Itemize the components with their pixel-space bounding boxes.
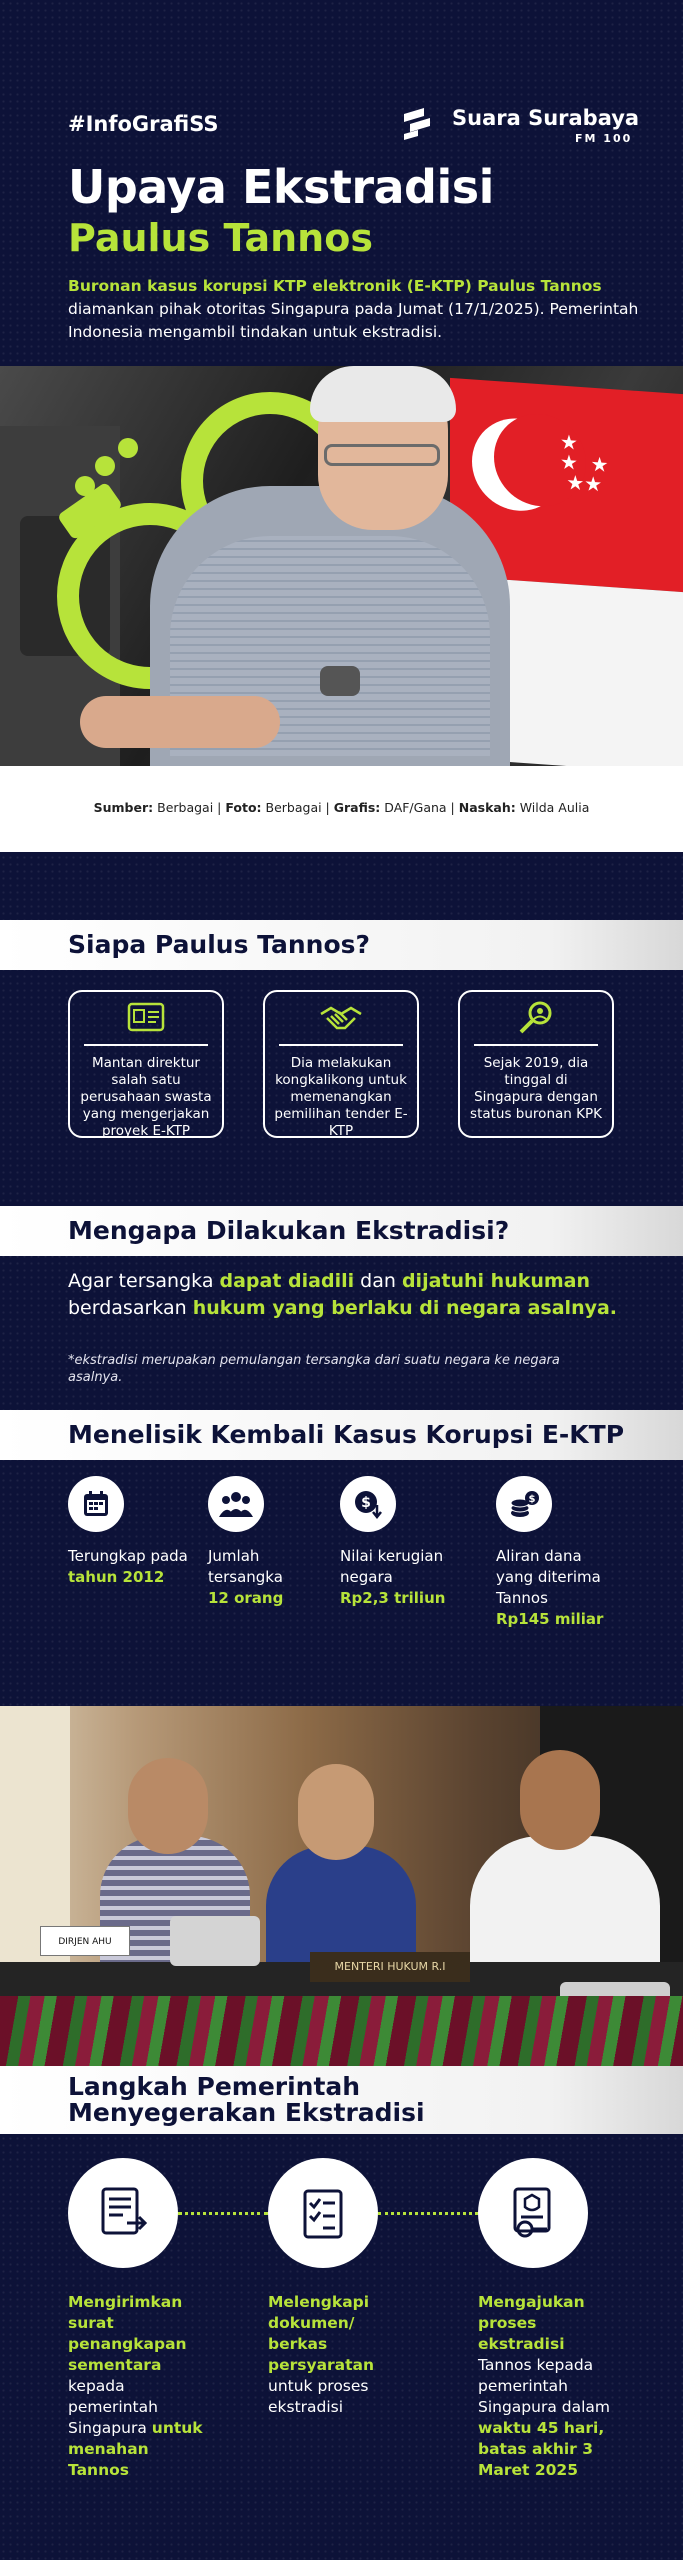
- section-title-line: Langkah Pemerintah: [68, 2072, 361, 2101]
- info-card: [68, 990, 224, 1138]
- step-plain: untuk proses ekstradisi: [268, 2377, 369, 2416]
- nameplate-center: MENTERI HUKUM R.I: [310, 1952, 470, 1982]
- section-title-line: Menyegerakan Ekstradisi: [68, 2098, 425, 2127]
- svg-text:$: $: [528, 1494, 536, 1505]
- lead-highlight: Buronan kasus korupsi KTP elektronik (E-KTP) Paulus Tannos: [68, 277, 602, 295]
- stat-label: Nilai kerugian negara: [340, 1547, 444, 1586]
- credit-value: DAF/Gana |: [380, 800, 459, 815]
- step-highlight: waktu 45 hari, batas akhir 3 Maret 2025: [478, 2419, 605, 2479]
- step-item: [68, 2158, 208, 2481]
- stat-item: [208, 1476, 328, 1609]
- brand-name: Suara Surabaya: [452, 106, 640, 130]
- coins-icon: [496, 1476, 552, 1532]
- svg-text:$: $: [361, 1495, 371, 1511]
- step-plain: Tannos kepada pemerintah Singapura dalam: [478, 2356, 611, 2416]
- document-send-icon: [68, 2158, 178, 2268]
- step-highlight: Melengkapi dokumen/ berkas persyaratan: [268, 2293, 375, 2374]
- section-title-langkah: [0, 2066, 683, 2134]
- people-icon: [208, 1476, 264, 1532]
- info-card: [458, 990, 614, 1138]
- stat-value: tahun 2012: [68, 1568, 165, 1586]
- step-text: [268, 2292, 408, 2418]
- money-down-icon: [340, 1476, 396, 1532]
- why-text: berdasarkan: [68, 1297, 193, 1319]
- brand-subtitle: FM 100: [575, 132, 633, 145]
- credit-label: Naskah:: [458, 800, 516, 815]
- card-text: Mantan direktur salah satu perusahaan swasta yang mengerjakan proyek E-KTP: [80, 1055, 212, 1139]
- magnifier-icon: [516, 1000, 556, 1036]
- press-conference-photo: [0, 1706, 683, 2070]
- hero-photo: [0, 366, 683, 766]
- credit-label: Foto:: [225, 800, 262, 815]
- handshake-icon: [319, 1000, 363, 1034]
- stat-item: [68, 1476, 188, 1588]
- credits-text: [0, 800, 683, 815]
- stat-value: Rp145 miliar: [496, 1610, 604, 1628]
- section-title-siapa: Siapa Paulus Tannos?: [0, 920, 683, 970]
- step-highlight: Mengirimkan surat penangkapan sementara: [68, 2293, 187, 2374]
- hashtag-label: #InfoGrafiSS: [68, 112, 219, 136]
- credit-label: Sumber:: [93, 800, 154, 815]
- step-highlight: untuk menahan Tannos: [68, 2419, 203, 2479]
- info-card: [263, 990, 419, 1138]
- step-item: [478, 2158, 618, 2481]
- lead-rest: diamankan pihak otoritas Singapura pada Jumat (17/1/2025). Pemerintah Indonesia mengambil tindakan untuk ekstradisi.: [68, 300, 639, 341]
- stat-value: Rp2,3 triliun: [340, 1589, 446, 1607]
- suara-surabaya-logo-icon: [402, 106, 444, 140]
- why-highlight: dijatuhi hukuman: [401, 1270, 591, 1292]
- calendar-icon: [68, 1476, 124, 1532]
- id-card-icon: [126, 1000, 166, 1034]
- step-highlight: Mengajukan proses ekstradisi: [478, 2293, 585, 2353]
- step-plain: kepada pemerintah Singapura: [68, 2377, 158, 2437]
- stat-label: Terungkap pada: [68, 1547, 188, 1565]
- step-item: [268, 2158, 408, 2418]
- page-title: Upaya Ekstradisi: [68, 160, 494, 214]
- section-title-menelisik: Menelisik Kembali Kasus Korupsi E-KTP: [0, 1410, 683, 1460]
- section-title-mengapa: Mengapa Dilakukan Ekstradisi?: [0, 1206, 683, 1256]
- certificate-icon: [478, 2158, 588, 2268]
- checklist-icon: [268, 2158, 378, 2268]
- page-subtitle: Paulus Tannos: [68, 216, 373, 260]
- step-text: [478, 2292, 618, 2481]
- credit-value: Berbagai |: [261, 800, 334, 815]
- lead-paragraph: [68, 275, 648, 344]
- why-paragraph: [68, 1268, 628, 1322]
- stat-label: Aliran dana yang diterima Tannos: [496, 1547, 601, 1607]
- credit-value: Berbagai |: [153, 800, 226, 815]
- why-highlight: hukum yang berlaku di negara asalnya.: [192, 1297, 618, 1319]
- card-text: Dia melakukan kongkalikong untuk memenangkan pemilihan tender E-KTP: [274, 1055, 408, 1139]
- credit-label: Grafis:: [333, 800, 381, 815]
- stat-item: [340, 1476, 460, 1609]
- step-text: [68, 2292, 208, 2481]
- stat-value: 12 orang: [208, 1589, 284, 1607]
- singapore-flag: ★ ★ ★ ★★: [450, 378, 683, 766]
- nameplate-left: DIRJEN AHU: [40, 1926, 130, 1956]
- stat-item: [496, 1476, 616, 1630]
- why-highlight: dapat diadili: [219, 1270, 355, 1292]
- stat-label: Jumlah tersangka: [208, 1547, 283, 1586]
- why-text: dan: [354, 1270, 402, 1292]
- card-text: Sejak 2019, dia tinggal di Singapura dengan status buronan KPK: [470, 1055, 602, 1122]
- credit-value: Wilda Aulia: [515, 800, 590, 815]
- why-footnote: *ekstradisi merupakan pemulangan tersangka dari suatu negara ke negara asalnya.: [68, 1353, 560, 1385]
- why-text: Agar tersangka: [68, 1270, 220, 1292]
